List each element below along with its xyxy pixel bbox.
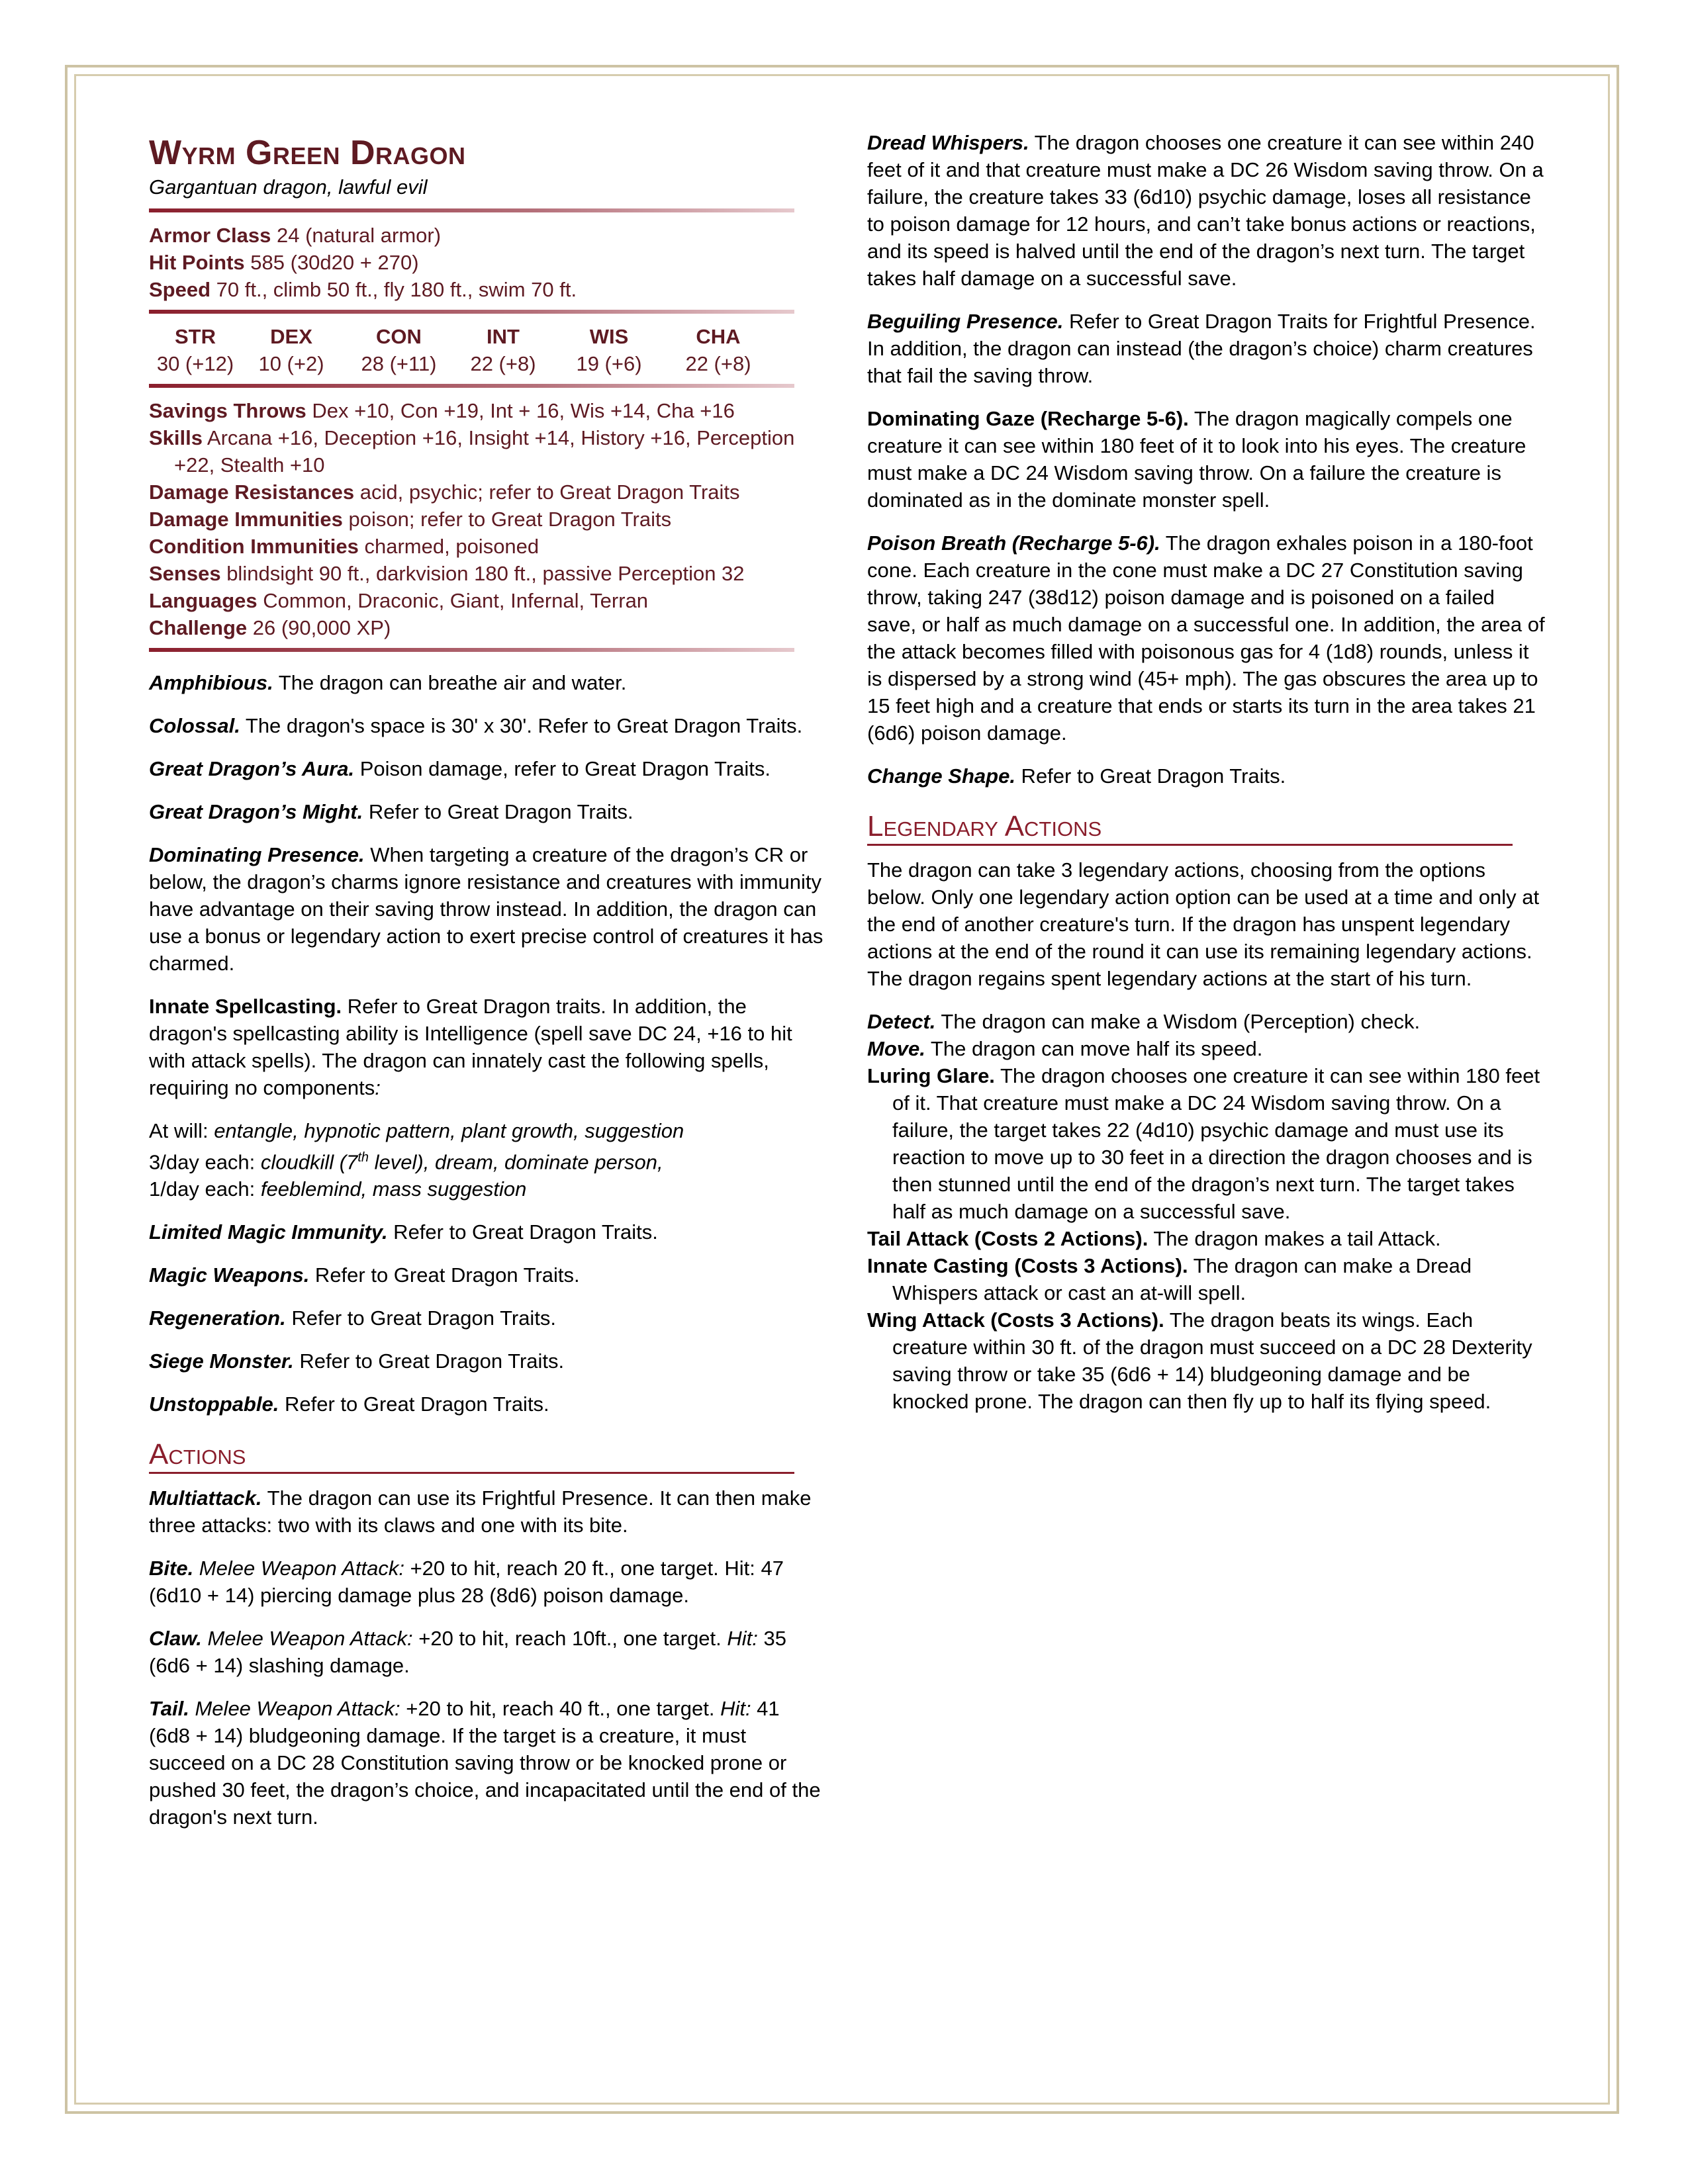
senses: Senses blindsight 90 ft., darkvision 180 ft., passive Perception 32 — [149, 562, 745, 585]
basic-stats — [149, 222, 824, 303]
armor-class: Armor Class 24 (natural armor) — [149, 224, 442, 247]
monster-type: Gargantuan dragon, lawful evil — [149, 175, 428, 199]
spells-at-will: At will: entangle, hypnotic pattern, plant growth, suggestion — [149, 1119, 684, 1142]
ability-cha: CHA 22 (+8) — [685, 325, 751, 375]
legendary-tail-attack: Tail Attack (Costs 2 Actions). The dragon makes a tail Attack. — [867, 1227, 1441, 1250]
action-beguiling-presence: Beguiling Presence. Refer to Great Dragon Traits for Frightful Presence. In addition, the dragon can instead (the dragon’s choice) charm creatures that fail the saving throw. — [867, 310, 1536, 387]
action-tail: Tail. Melee Weapon Attack: +20 to hit, reach 40 ft., one target. Hit: 41 (6d8 + 14) bludgeoning damage. If the target is a creature, it must succeed on a DC 28 Constitution saving throw or be knocked prone or pushed 30 feet, the dragon’s choice, and incapacitated until the end of the dragon's next turn. — [149, 1697, 821, 1829]
right-column — [867, 129, 1549, 1415]
damage-resistances: Damage Resistances acid, psychic; refer to Great Dragon Traits — [149, 480, 740, 504]
trait-colossal: Colossal. The dragon's space is 30' x 30'. Refer to Great Dragon Traits. — [149, 714, 803, 737]
trait-unstoppable: Unstoppable. Refer to Great Dragon Traits. — [149, 1392, 549, 1416]
trait-limited-magic-immunity: Limited Magic Immunity. Refer to Great Dragon Traits. — [149, 1220, 658, 1244]
languages: Languages Common, Draconic, Giant, Infernal, Terran — [149, 589, 649, 612]
condition-immunities: Condition Immunities charmed, poisoned — [149, 535, 539, 558]
divider — [149, 208, 794, 212]
trait-magic-weapons: Magic Weapons. Refer to Great Dragon Traits. — [149, 1263, 580, 1287]
monster-name: Wyrm Green Dragon — [149, 134, 466, 172]
spells-1-day: 1/day each: feeblemind, mass suggestion — [149, 1177, 527, 1201]
actions-heading: Actions — [149, 1437, 794, 1474]
action-claw: Claw. Melee Weapon Attack: +20 to hit, reach 10ft., one target. Hit: 35 (6d6 + 14) slashing damage. — [149, 1627, 786, 1678]
action-change-shape: Change Shape. Refer to Great Dragon Traits. — [867, 764, 1286, 788]
action-multiattack: Multiattack. The dragon can use its Frightful Presence. It can then make three attacks: two with its claws and one with its bite. — [149, 1486, 812, 1537]
action-poison-breath: Poison Breath (Recharge 5-6). The dragon exhales poison in a 180-foot cone. Each creature in the cone must make a DC 27 Constitution saving throw, taking 247 (38d12) poison damage and is poisoned on a failed save, or half as much damage on a successful one. In addition, the area of the attack becomes filled with poisonous gas for 4 (1d8) rounds, unless it is dispersed by a strong wind (45+ mph). The gas obscures the area up to 15 feet high and a creature that ends or starts its turn in the area takes 21 (6d6) poison damage. — [867, 531, 1545, 745]
trait-regeneration: Regeneration. Refer to Great Dragon Traits. — [149, 1306, 557, 1330]
legendary-intro: The dragon can take 3 legendary actions, choosing from the options below. Only one legendary action option can be used at a time and only at the end of another creature's turn. If the dragon has unspent legendary actions at the end of the round it can use its remaining legendary actions. The dragon regains spent legendary actions at the start of his turn. — [867, 858, 1540, 990]
legendary-move: Move. The dragon can move half its speed. — [867, 1037, 1263, 1060]
traits — [149, 669, 824, 1418]
spells-3-day: 3/day each: cloudkill (7th level), dream, dominate person, — [149, 1150, 663, 1174]
divider — [149, 310, 794, 314]
left-column — [149, 132, 824, 1846]
ability-con: CON 28 (+11) — [361, 325, 437, 375]
legendary-wing-attack: Wing Attack (Costs 3 Actions). The dragon beats its wings. Each creature within 30 ft. of the dragon must succeed on a DC 28 Dexterity saving throw or take 35 (6d6 + 14) bludgeoning damage and be knocked prone. The dragon can then fly up to half its flying speed. — [867, 1308, 1532, 1413]
trait-aura: Great Dragon’s Aura. Poison damage, refer to Great Dragon Traits. — [149, 757, 771, 780]
trait-amphibious: Amphibious. The dragon can breathe air and water. — [149, 671, 627, 694]
damage-immunities: Damage Immunities poison; refer to Great Dragon Traits — [149, 508, 672, 531]
trait-innate-spellcasting: Innate Spellcasting. Refer to Great Dragon traits. In addition, the dragon's spellcasting ability is Intelligence (spell save DC 24, +16 to hit with attack spells). The dragon can innately cast the following spells, requiring no components: — [149, 995, 792, 1099]
trait-might: Great Dragon’s Might. Refer to Great Dragon Traits. — [149, 800, 633, 823]
divider — [149, 384, 794, 388]
ability-str: STR 30 (+12) — [156, 325, 234, 375]
legendary-detect: Detect. The dragon can make a Wisdom (Perception) check. — [867, 1010, 1421, 1033]
ability-wis: WIS 19 (+6) — [576, 325, 642, 375]
ability-scores — [149, 323, 794, 377]
spell-list — [149, 1117, 824, 1203]
saving-throws: Savings Throws Dex +10, Con +19, Int + 16, Wis +14, Cha +16 — [149, 399, 735, 422]
action-dominating-gaze: Dominating Gaze (Recharge 5-6). The dragon magically compels one creature it can see within 180 feet of it to look into his eyes. The creature must make a DC 24 Wisdom saving throw. On a failure the creature is dominated as in the dominate monster spell. — [867, 407, 1526, 512]
legendary-innate-casting: Innate Casting (Costs 3 Actions). The dragon can make a Dread Whispers attack or cast an at-will spell. — [867, 1254, 1472, 1304]
legendary-actions-list — [867, 1008, 1549, 1415]
legendary-actions-heading: Legendary Actions — [867, 809, 1513, 846]
legendary-luring-glare: Luring Glare. The dragon chooses one creature it can see within 180 feet of it. That creature must make a DC 24 Wisdom saving throw. On a failure, the target takes 22 (4d10) psychic damage and must use its reaction to move up to 30 feet in a direction the dragon chooses and is then stunned until the end of the dragon’s next turn. The target takes half as much damage on a successful save. — [867, 1064, 1540, 1223]
ability-dex: DEX 10 (+2) — [258, 325, 324, 375]
divider — [149, 648, 794, 652]
challenge: Challenge 26 (90,000 XP) — [149, 616, 391, 639]
skills: Skills Arcana +16, Deception +16, Insight +14, History +16, Perception +22, Stealth +10 — [149, 426, 795, 477]
trait-siege-monster: Siege Monster. Refer to Great Dragon Traits. — [149, 1349, 565, 1373]
hit-points: Hit Points 585 (30d20 + 270) — [149, 251, 419, 274]
detail-stats — [149, 397, 824, 641]
ability-int: INT 22 (+8) — [470, 325, 536, 375]
action-bite: Bite. Melee Weapon Attack: +20 to hit, reach 20 ft., one target. Hit: 47 (6d10 + 14) piercing damage plus 28 (8d6) poison damage. — [149, 1557, 784, 1608]
speed: Speed 70 ft., climb 50 ft., fly 180 ft., swim 70 ft. — [149, 278, 577, 301]
trait-dominating-presence: Dominating Presence. When targeting a creature of the dragon’s CR or below, the dragon’s charms ignore resistance and creatures with immunity have advantage on their saving throw instead. In addition, the dragon can use a bonus or legendary action to exert precise control of creatures it has charmed. — [149, 843, 823, 975]
action-dread-whispers: Dread Whispers. The dragon chooses one creature it can see within 240 feet of it and that creature must make a DC 26 Wisdom saving throw. On a failure, the creature takes 33 (6d10) psychic damage, loses all resistance to poison damage for 12 hours, and can’t take bonus actions or reactions, and its speed is halved until the end of the dragon’s next turn. The target takes half damage on a successful save. — [867, 131, 1544, 290]
